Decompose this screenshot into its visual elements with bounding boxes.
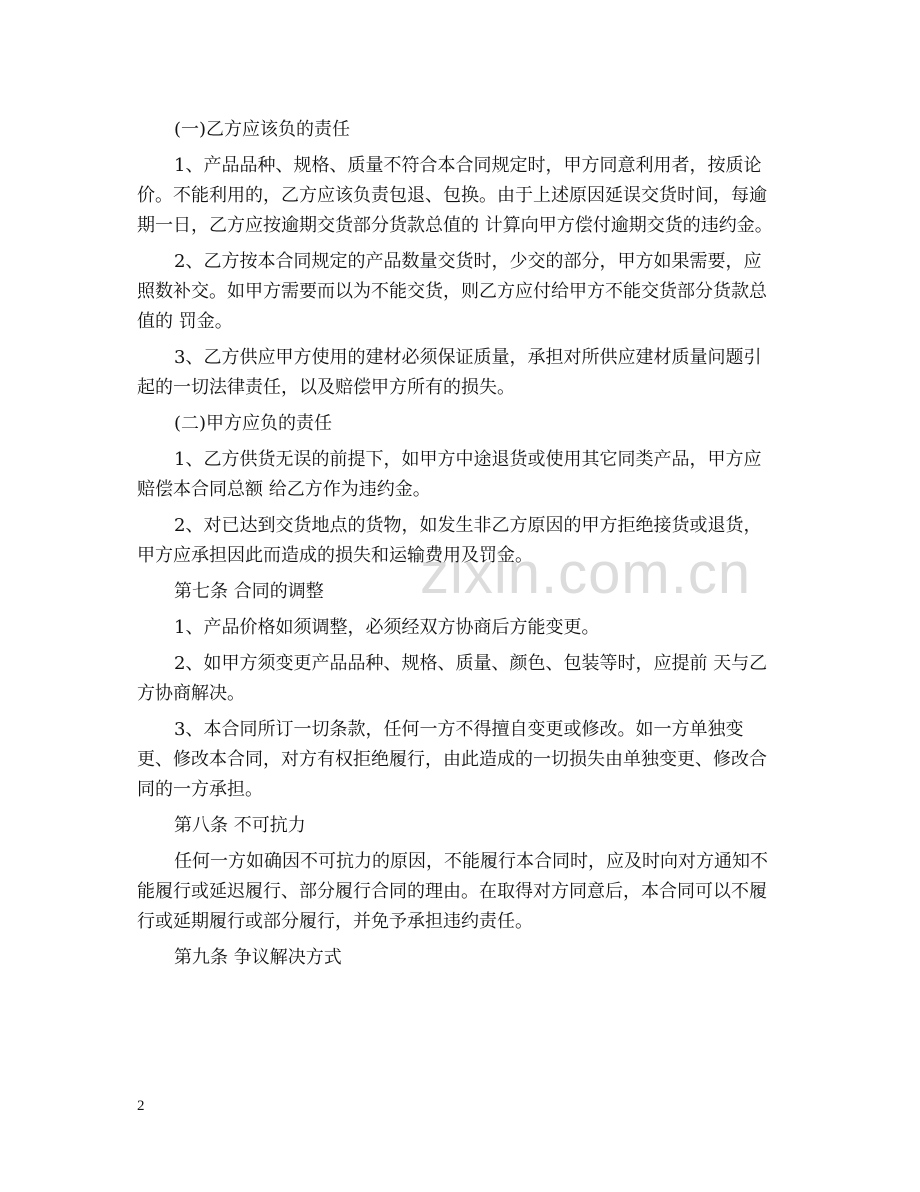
paragraph: 1、产品品种、规格、质量不符合本合同规定时，甲方同意利用者，按质论价。不能利用的，乙方应该负责包退、包换。由于上述原因延误交货时间，每逾期一日，乙方应按逾期交货部分货款总值的 计算向甲方偿付逾期交货的违约金。 (137, 155, 773, 236)
section-heading-jia-responsibility: (二)甲方应负的责任 (174, 413, 333, 434)
paragraph: 3、乙方供应甲方使用的建材必须保证质量，承担对所供应建材质量问题引起的一切法律责任，以及赔偿甲方所有的损失。 (137, 347, 762, 398)
paragraph: 2、如甲方须变更产品品种、规格、质量、颜色、包装等时，应提前 天与乙方协商解决。 (137, 653, 768, 704)
paragraph: 1、产品价格如须调整，必须经双方协商后方能变更。 (174, 617, 600, 638)
article-heading-7: 第七条 合同的调整 (174, 581, 324, 602)
watermark: zixin.com.cn (420, 541, 752, 606)
document-body (137, 115, 773, 979)
paragraph: 2、对已达到交货地点的货物，如发生非乙方原因的甲方拒绝接货或退货，甲方应承担因此而造成的损失和运输费用及罚金。 (137, 515, 762, 566)
paragraph: 3、本合同所订一切条款，任何一方不得擅自变更或修改。如一方单独变更、修改本合同，对方有权拒绝履行，由此造成的一切损失由单独变更、修改合同的一方承担。 (137, 719, 767, 800)
page-number: 2 (137, 1098, 145, 1114)
paragraph: 1、乙方供货无误的前提下，如甲方中途退货或使用其它同类产品，甲方应赔偿本合同总额 给乙方作为违约金。 (137, 449, 762, 500)
article-heading-8: 第八条 不可抗力 (174, 815, 306, 836)
paragraph: 2、乙方按本合同规定的产品数量交货时，少交的部分，甲方如果需要，应照数补交。如甲方需要而以为不能交货，则乙方应付给甲方不能交货部分货款总值的 罚金。 (137, 251, 767, 332)
article-heading-9: 第九条 争议解决方式 (174, 947, 342, 968)
paragraph: 任何一方如确因不可抗力的原因，不能履行本合同时，应及时向对方通知不能履行或延迟履行、部分履行合同的理由。在取得对方同意后，本合同可以不履行或延期履行或部分履行，并免予承担违约责任。 (137, 851, 768, 932)
section-heading-yi-responsibility: (一)乙方应该负的责任 (174, 119, 351, 140)
